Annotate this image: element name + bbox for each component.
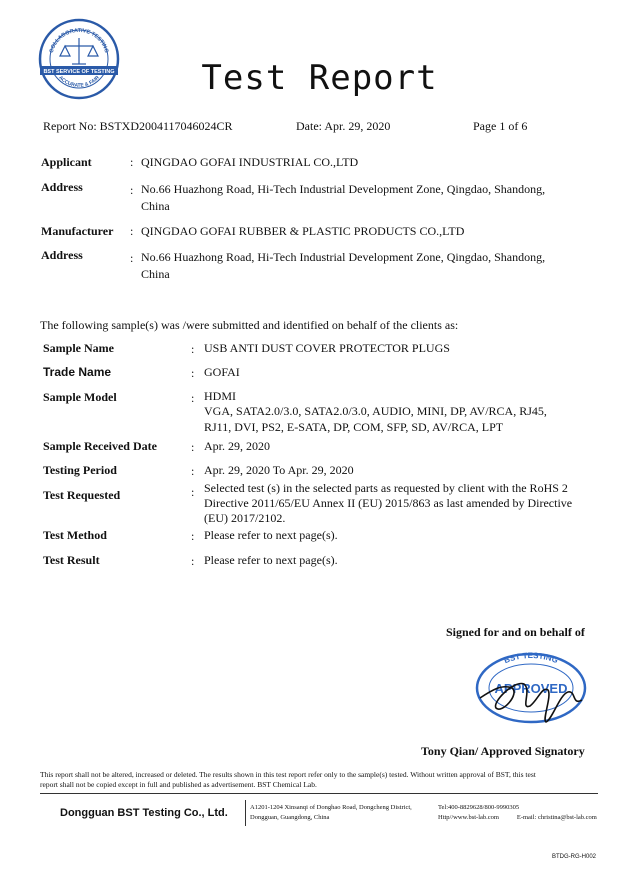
received-date-value: Apr. 29, 2020 <box>204 439 270 453</box>
sample-name-value: USB ANTI DUST COVER PROTECTOR PLUGS <box>204 341 450 355</box>
stamp-top-text: BST TESTING <box>502 650 560 666</box>
sample-model-label: Sample Model <box>43 390 117 404</box>
test-requested-line2: Directive 2011/65/EU Annex II (EU) 2015/863 as last amended by Directive <box>204 496 573 510</box>
footer-company: Dongguan BST Testing Co., Ltd. <box>60 807 228 819</box>
sample-model-line3: RJ11, DVI, PS2, E-SATA, DP, COM, SFP, SD, AV/RCA, LPT <box>204 420 504 434</box>
sample-model-line1: HDMI <box>204 389 236 403</box>
colon: : <box>130 183 134 197</box>
applicant-value: QINGDAO GOFAI INDUSTRIAL CO.,LTD <box>141 155 359 169</box>
applicant-label: Applicant <box>41 155 92 169</box>
footer-divider <box>40 793 598 794</box>
colon: : <box>130 224 134 238</box>
test-requested-line3: (EU) 2017/2102. <box>204 511 286 525</box>
disclaimer-line2: report shall not be copied except in full and published as advertisement. BST Chemical Lab. <box>40 780 317 789</box>
sample-model-line2: VGA, SATA2.0/3.0, SATA2.0/3.0, AUDIO, MINI, DP, AV/RCA, RJ45, <box>204 404 547 418</box>
applicant-address-line1: No.66 Huazhong Road, Hi-Tech Industrial Development Zone, Qingdao, Shandong, <box>141 182 546 196</box>
colon: : <box>191 529 195 543</box>
test-result-label: Test Result <box>43 553 100 567</box>
colon: : <box>191 554 195 568</box>
stamp-center-text: APPROVED <box>494 681 568 696</box>
colon: : <box>130 155 134 169</box>
test-method-value: Please refer to next page(s). <box>204 528 338 542</box>
trade-name-label: Trade Name <box>43 365 112 379</box>
colon: : <box>191 342 195 356</box>
colon: : <box>191 464 195 478</box>
colon: : <box>191 391 195 405</box>
colon: : <box>191 485 195 499</box>
disclaimer <box>40 770 600 790</box>
disclaimer-line1: This report shall not be altered, increased or deleted. The results shown in this test report refer only to the sample(s) tested. Without written approval of BST, this test <box>40 770 536 779</box>
colon: : <box>191 440 195 454</box>
report-date: Date: Apr. 29, 2020 <box>296 119 391 133</box>
approved-stamp <box>472 650 590 726</box>
footer-address-line2: Dongguan, Guangdong, China <box>250 814 330 821</box>
trade-name-value: GOFAI <box>204 365 240 379</box>
manufacturer-address-line1: No.66 Huazhong Road, Hi-Tech Industrial Development Zone, Qingdao, Shandong, <box>141 250 546 264</box>
form-code: BTDG-RG-H002 <box>552 854 597 860</box>
testing-period-label: Testing Period <box>43 463 117 477</box>
signatory-text: Tony Qian/ Approved Signatory <box>421 744 585 758</box>
test-requested-line1: Selected test (s) in the selected parts as requested by client with the RoHS 2 <box>204 481 568 495</box>
logo-banner-text: BST SERVICE OF TESTING <box>43 69 115 75</box>
test-requested-label: Test Requested <box>43 488 121 502</box>
signed-for-text: Signed for and on behalf of <box>446 625 585 639</box>
test-result-value: Please refer to next page(s). <box>204 553 338 567</box>
page-title: Test Report <box>201 58 438 98</box>
received-date-label: Sample Received Date <box>43 439 157 453</box>
footer-contact <box>438 803 597 823</box>
test-method-label: Test Method <box>43 528 107 542</box>
manufacturer-address-line2: China <box>141 267 170 281</box>
logo-top-text: COLLABORATIVE TESTING <box>48 27 110 54</box>
colon: : <box>191 366 195 380</box>
svg-text:BST TESTING <box>503 651 560 665</box>
manufacturer-value: QINGDAO GOFAI RUBBER & PLASTIC PRODUCTS CO.,LTD <box>141 224 465 238</box>
footer-website: Http//www.bst-lab.com <box>438 814 499 821</box>
report-number: Report No: BSTXD2004117046024CR <box>43 119 233 133</box>
intro-text: The following sample(s) was /were submitted and identified on behalf of the clients as: <box>40 318 459 332</box>
page-number: Page 1 of 6 <box>473 119 528 133</box>
applicant-address-line2: China <box>141 199 170 213</box>
footer-email: E-mail: christina@bst-lab.com <box>516 814 597 821</box>
manufacturer-label: Manufacturer <box>41 224 114 238</box>
footer-separator <box>245 800 246 826</box>
colon: : <box>130 251 134 265</box>
manufacturer-address-label: Address <box>41 248 83 262</box>
footer-tel: Tel:400-8829628/800-9990305 <box>438 804 520 811</box>
applicant-address-label: Address <box>41 180 83 194</box>
sample-name-label: Sample Name <box>43 341 114 355</box>
testing-period-value: Apr. 29, 2020 To Apr. 29, 2020 <box>204 463 354 477</box>
footer-address-line1: A1201-1204 Xinsanqi of Donghao Road, Dongcheng District, <box>250 804 412 811</box>
footer-address <box>250 803 412 823</box>
logo-bottom-text: ACCURATE & FAIR <box>57 74 101 89</box>
